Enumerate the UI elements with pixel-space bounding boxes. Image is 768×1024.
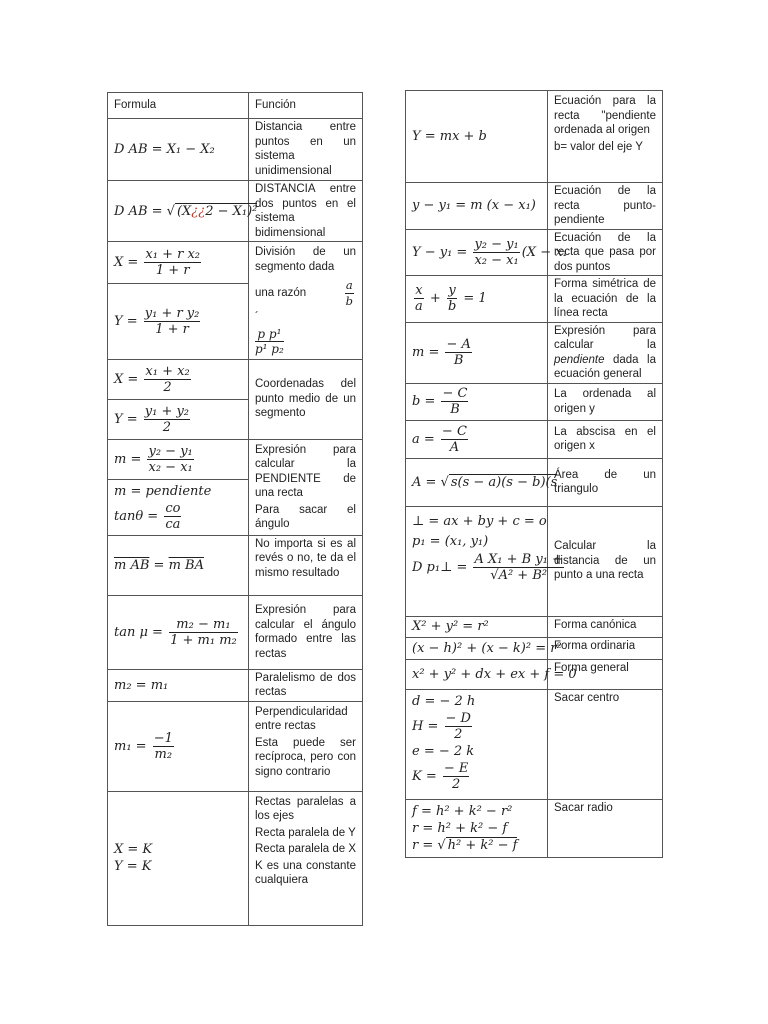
- function-dist2d: DISTANCIA entre dos puntos en el sistema bidimensional: [249, 181, 363, 242]
- function-axes: Rectas paralelas a los ejes Recta paralela de Y Recta paralela de X K es una constante cualquiera: [249, 791, 363, 925]
- formula-radius: f = h² + k² − r² r = h² + k² − f r = √ h² + k² − f: [406, 799, 548, 857]
- formula-point-line: ⊥ = ax + by + c = o p₁ = (x₁, y₁) D p₁⊥ = $\frac{\text{A X₁ + B y₁ +}}{\text{√A² + B²}}$: [406, 506, 548, 616]
- function-reverse: No importa si es al revés o no, te da el mismo resultado: [249, 535, 363, 595]
- function-division: División de un segmento dada una razón $\frac{a}{b}$ ´ $\frac{\text{p p¹}}{\text{p¹ p₂}}$: [249, 242, 363, 360]
- formula-division-x: X = $\frac{\text{x₁ + r x₂}}{1 + r}$: [108, 242, 249, 284]
- function-perpendicular: Perpendicularidad entre rectas Esta puede ser recíproca, pero con signo contrario: [249, 701, 363, 791]
- function-slope: Expresión para calcular la PENDIENTE de una recta Para sacar el ángulo: [249, 439, 363, 535]
- formula-ordinary: (x − h)² + (x − k)² = r²: [406, 637, 548, 659]
- formula-division-y: Y = $\frac{\text{y₁ + r y₂}}{1 + r}$: [108, 283, 249, 359]
- function-dist1d: Distancia entre puntos en un sistema unidimensional: [249, 119, 363, 181]
- formula-angle: tan μ = $\frac{\text{m₂ − m₁}}{\text{1 + m₁ m₂}}$: [108, 595, 249, 669]
- formula-intercept-y: b = $\frac{- C}{B}$: [406, 383, 548, 420]
- function-two-points: Ecuación de la recta que pasa por dos puntos: [548, 229, 663, 276]
- function-center: Sacar centro: [548, 689, 663, 799]
- function-point-line: Calcular la distancia de un punto a una recta: [548, 506, 663, 616]
- left-formula-table: [107, 92, 363, 926]
- formula-reverse: m AB = m BA: [108, 535, 249, 595]
- function-general-slope: Expresión para calcular la pendiente dada la ecuación general: [548, 322, 663, 383]
- function-point-slope: Ecuación de la recta punto-pendiente: [548, 183, 663, 230]
- formula-center: d = − 2 h H = $\frac{- D}{2}$ e = − 2 k K = $\frac{- E}{2}$: [406, 689, 548, 799]
- right-formula-table: [405, 90, 663, 858]
- function-canonical: Forma canónica: [548, 616, 663, 637]
- formula-canonical: X² + y² = r²: [406, 616, 548, 637]
- formula-slope: m = $\frac{\text{y₂ − y₁}}{\text{x₂ − x₁}}$: [108, 439, 249, 479]
- formula-slope-tan: m = pendiente tanθ = $\frac{co}{ca}$: [108, 479, 249, 535]
- formula-dist2d: D AB = √ (X¿¿2 − X₁)²: [108, 181, 249, 242]
- formula-heron: A = √ s(s − a)(s − b)(s: [406, 458, 548, 506]
- formula-two-points: Y − y₁ = $\frac{\text{y₂ − y₁}}{\text{x₂ − x₁}}$ (X − x₁: [406, 229, 548, 276]
- function-intercept-y: La ordenada al origen y: [548, 383, 663, 420]
- function-symmetric: Forma simétrica de la ecuación de la línea recta: [548, 276, 663, 323]
- function-slope-intercept: Ecuación para la recta "pendiente ordenada al origen b= valor del eje Y: [548, 91, 663, 183]
- formula-slope-intercept: Y = mx + b: [406, 91, 548, 183]
- formula-parallel: m₂ = m₁: [108, 669, 249, 701]
- formula-general: x² + y² + dx + ex + f = 0: [406, 659, 548, 689]
- formula-general-slope: m = $\frac{- A}{B}$: [406, 322, 548, 383]
- function-heron: Área de un triangulo: [548, 458, 663, 506]
- function-general: Forma general: [548, 659, 663, 689]
- formula-perpendicular: m₁ = $\frac{-1}{\text{m₂}}$: [108, 701, 249, 791]
- formula-symmetric: $\frac{x}{a}$ + $\frac{y}{b}$ = 1: [406, 276, 548, 323]
- header-formula: Formula: [108, 93, 249, 119]
- function-midpoint: Coordenadas del punto medio de un segmento: [249, 359, 363, 439]
- function-intercept-x: La abscisa en el origen x: [548, 420, 663, 458]
- header-function: Función: [249, 93, 363, 119]
- formula-error-glyph: ¿¿: [191, 203, 206, 219]
- formula-axes: X = K Y = K: [108, 791, 249, 925]
- formula-dist1d: D AB = X₁ − X₂: [108, 119, 249, 181]
- function-parallel: Paralelismo de dos rectas: [249, 669, 363, 701]
- function-radius: Sacar radio: [548, 799, 663, 857]
- function-angle: Expresión para calcular el ángulo formado entre las rectas: [249, 595, 363, 669]
- formula-midpoint-x: X = $\frac{\text{x₁ + x₂}}{2}$: [108, 359, 249, 399]
- formula-midpoint-y: Y = $\frac{\text{y₁ + y₂}}{2}$: [108, 399, 249, 439]
- formula-point-slope: y − y₁ = m (x − x₁): [406, 183, 548, 230]
- formula-intercept-x: a = $\frac{- C}{A}$: [406, 420, 548, 458]
- function-ordinary: Forma ordinaria: [548, 637, 663, 659]
